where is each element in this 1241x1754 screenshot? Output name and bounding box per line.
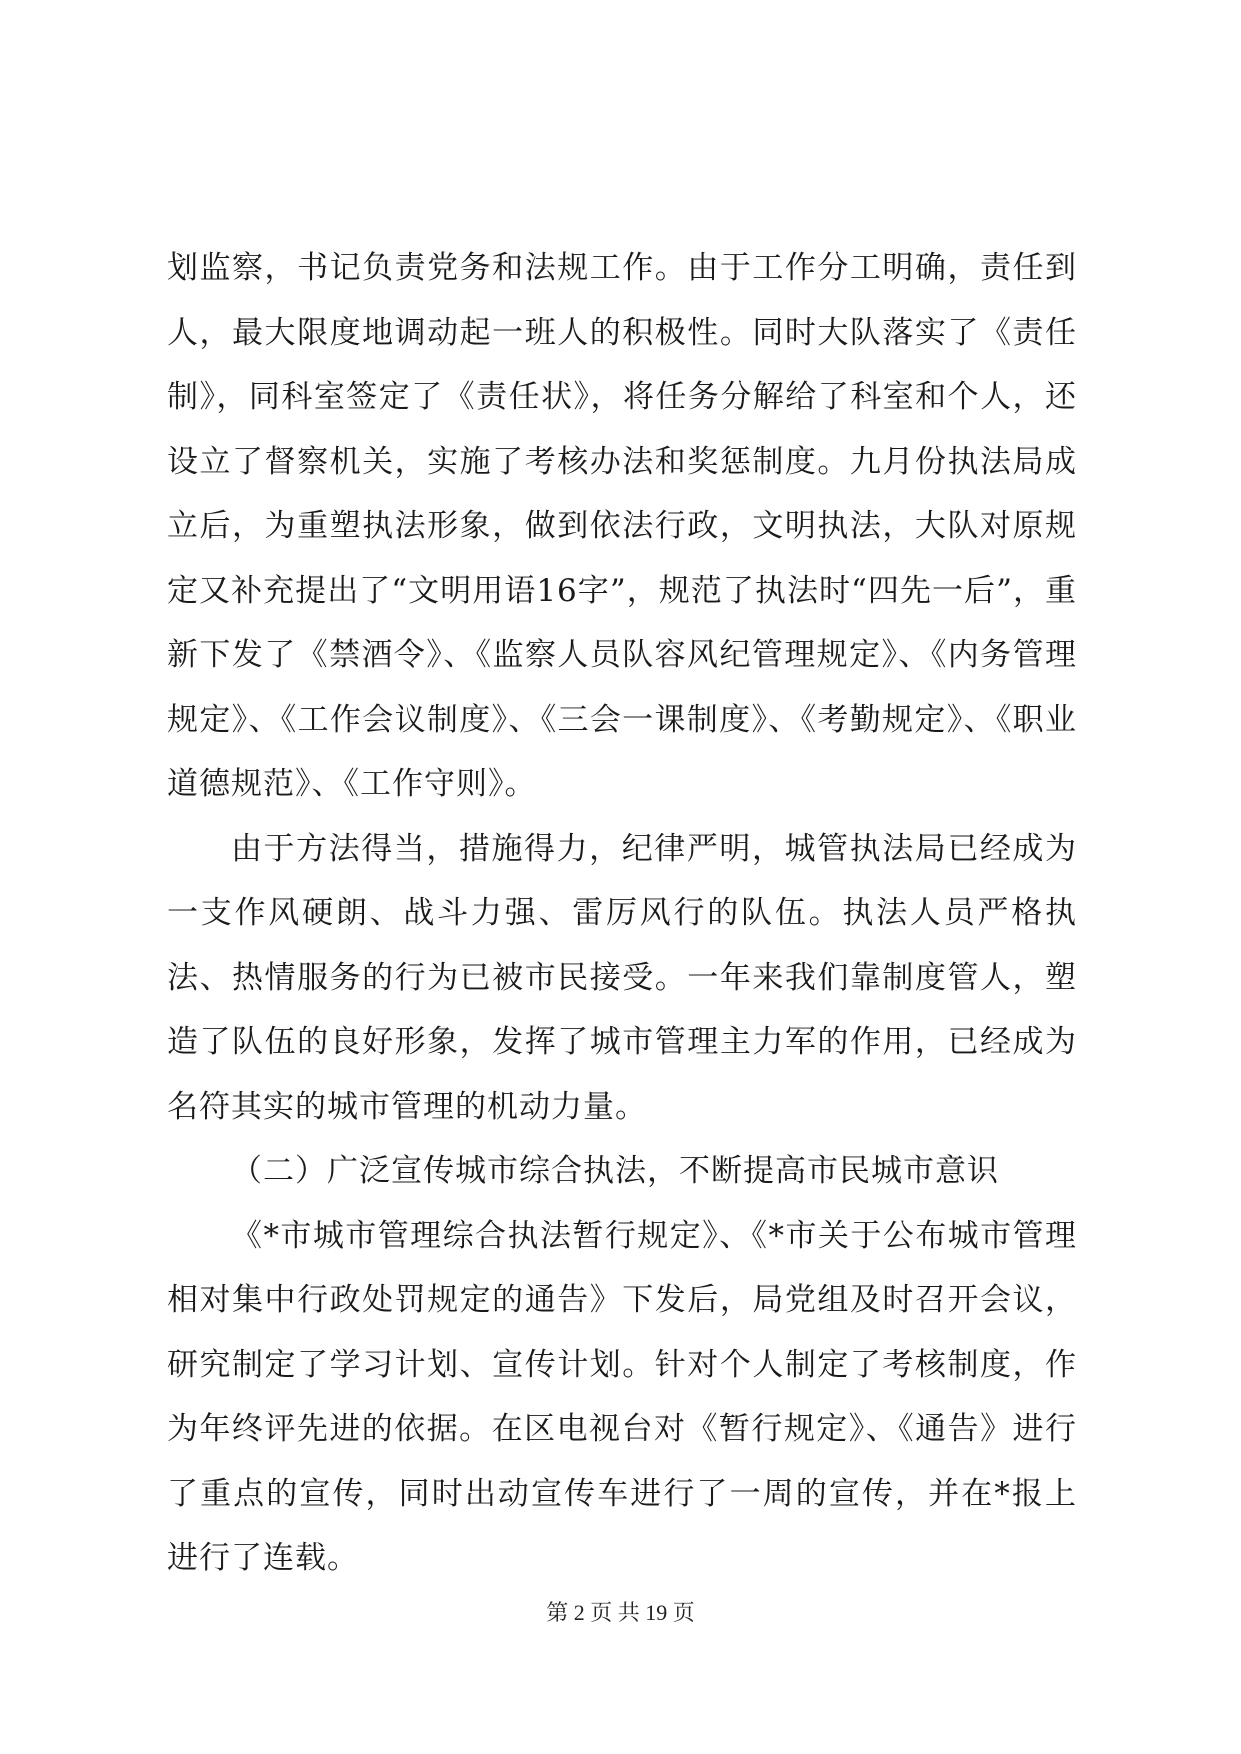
paragraph-publicity: 《*市城市管理综合执法暂行规定》、《*市关于公布城市管理相对集中行政处罚规定的通告》下发后，局党组及时召开会议，研究制定了学习计划、宣传计划。针对个人制定了考核制度，作为年终评先进的依据。在区电视台对《暂行规定》、《通告》进行了重点的宣传，同时出动宣传车进行了一周的宣传，并在*报上进行了连载。 [167, 1217, 1077, 1576]
paragraph-continuation: 划监察，书记负责党务和法规工作。由于工作分工明确，责任到人，最大限度地调动起一班人的积极性。同时大队落实了《责任制》，同科室签定了《责任状》，将任务分解给了科室和个人，还设立了督察机关，实施了考核办法和奖惩制度。九月份执法局成立后，为重塑执法形象，做到依法行政，文明执法，大队对原规定又补充提出了“文明用语16字”，规范了执法时“四先一后”，重新下发了《禁酒令》、《监察人员队容风纪管理规定》、《内务管理规定》、《工作会议制度》、《三会一课制度》、《考勤规定》、《职业道德规范》、《工作守则》。 [167, 250, 1077, 802]
document-body [167, 236, 1077, 1591]
paragraph-discipline-result: 由于方法得当，措施得力，纪律严明，城管执法局已经成为一支作风硬朗、战斗力强、雷厉风行的队伍。执法人员严格执法、热情服务的行为已被市民接受。一年来我们靠制度管人，塑造了队伍的良好形象，发挥了城市管理主力军的作用，已经成为名符其实的城市管理的机动力量。 [167, 830, 1077, 1125]
section-heading: （二）广泛宣传城市综合执法，不断提高市民城市意识 [231, 1153, 999, 1189]
page-number-footer: 第 2 页 共 19 页 [546, 1600, 695, 1625]
